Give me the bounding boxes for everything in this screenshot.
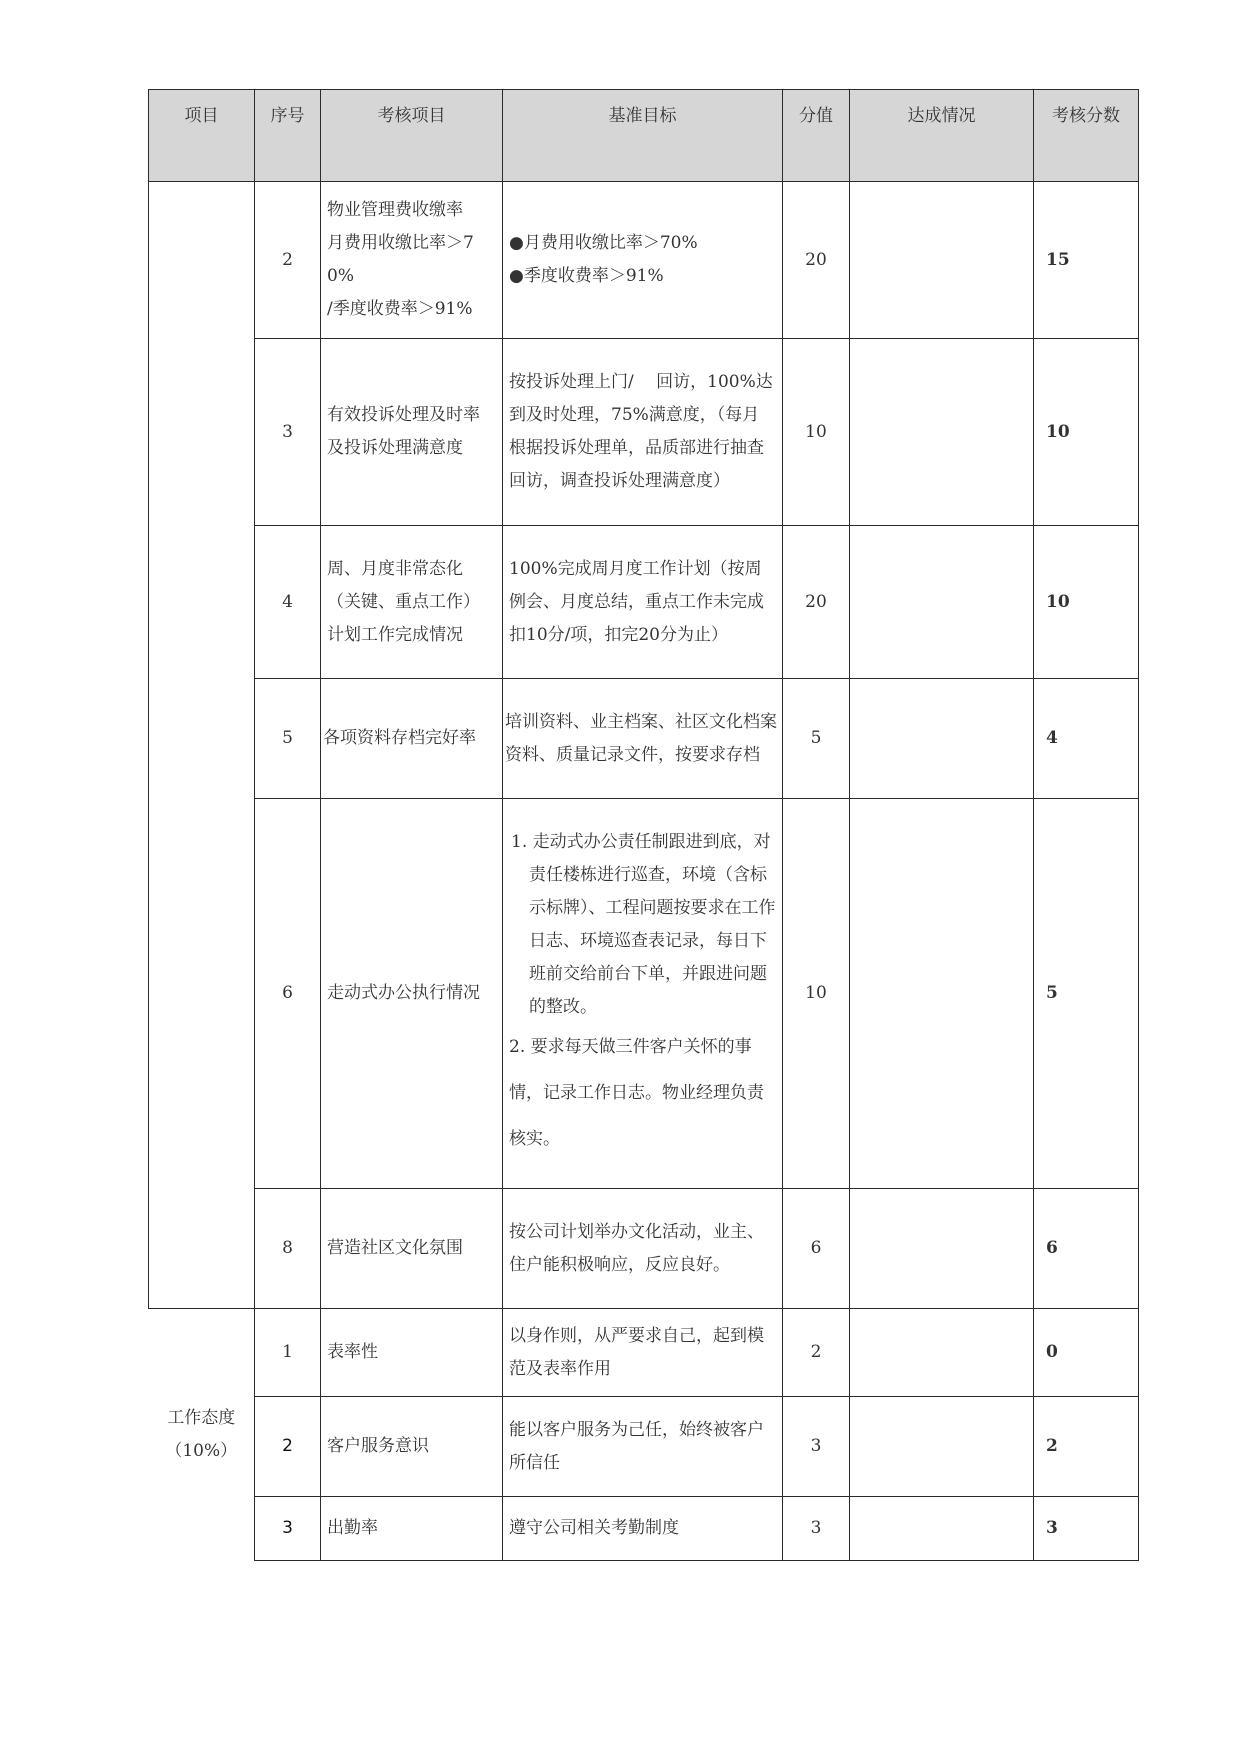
row-status: [850, 1189, 1034, 1309]
row-score: 10: [1034, 339, 1139, 526]
row-target: 100%完成周月度工作计划（按周例会、月度总结，重点工作未完成扣10分/项，扣完20分为止）: [503, 526, 783, 679]
attitude-weight: （10%）: [165, 1440, 238, 1461]
row-target: [503, 799, 783, 1189]
header-item: 考核项目: [321, 90, 503, 182]
row-seq: 5: [255, 679, 321, 799]
target-list-item-2: 2. 要求每天做三件客户关怀的事情，记录工作日志。物业经理负责核实。: [509, 1036, 764, 1149]
row-seq: 2: [255, 1397, 321, 1497]
header-status: 达成情况: [850, 90, 1034, 182]
header-target: 基准目标: [503, 90, 783, 182]
row-seq: 6: [255, 799, 321, 1189]
row-status: [850, 1497, 1034, 1561]
row-points: 20: [783, 526, 850, 679]
row-item: 有效投诉处理及时率及投诉处理满意度: [321, 339, 503, 526]
row-score: 6: [1034, 1189, 1139, 1309]
table-row: [149, 1189, 1139, 1309]
row-status: [850, 1309, 1034, 1397]
row-target: 按投诉处理上门/ 回访，100%达到及时处理，75%满意度，（每月根据投诉处理单，品质部进行抽查回访，调查投诉处理满意度）: [503, 339, 783, 526]
row-points: 2: [783, 1309, 850, 1397]
header-points: 分值: [783, 90, 850, 182]
row-points: 10: [783, 799, 850, 1189]
row-score: 10: [1034, 526, 1139, 679]
row-score: 5: [1034, 799, 1139, 1189]
row-score: 15: [1034, 182, 1139, 339]
item-line: 物业管理费收缴率: [327, 200, 463, 220]
table-row: [149, 1309, 1139, 1397]
header-score: 考核分数: [1034, 90, 1139, 182]
row-score: 4: [1034, 679, 1139, 799]
row-points: 6: [783, 1189, 850, 1309]
row-item: 各项资料存档完好率: [321, 679, 503, 799]
row-status: [850, 1397, 1034, 1497]
table-row: [149, 1397, 1139, 1497]
project-cell-attitude: [149, 1309, 255, 1561]
row-status: [850, 526, 1034, 679]
header-project: 项目: [149, 90, 255, 182]
row-target: 能以客户服务为己任，始终被客户所信任: [503, 1397, 783, 1497]
row-seq: 1: [255, 1309, 321, 1397]
row-target: 遵守公司相关考勤制度: [503, 1497, 783, 1561]
target-line: ●月费用收缴比率＞70%: [509, 233, 698, 253]
row-points: 3: [783, 1397, 850, 1497]
row-item: 走动式办公执行情况: [321, 799, 503, 1189]
row-item: 表率性: [321, 1309, 503, 1397]
table-row: [149, 339, 1139, 526]
row-seq: 2: [255, 182, 321, 339]
row-status: [850, 799, 1034, 1189]
item-line: 月费用收缴比率＞70%: [327, 233, 474, 286]
target-list-item-1: 1. 走动式办公责任制跟进到底，对责任楼栋进行巡查，环境（含标示标牌）、工程问题按要求在工作日志、环境巡查表记录，每日下班前交给前台下单，并跟进问题的整改。: [511, 831, 776, 1017]
table-row: [149, 1497, 1139, 1561]
row-score: 0: [1034, 1309, 1139, 1397]
row-item: [321, 182, 503, 339]
row-points: 10: [783, 339, 850, 526]
table-row: [149, 799, 1139, 1189]
project-cell-blank: [149, 182, 255, 1309]
row-score: 2: [1034, 1397, 1139, 1497]
row-target: [503, 182, 783, 339]
row-status: [850, 182, 1034, 339]
row-status: [850, 339, 1034, 526]
row-score: 3: [1034, 1497, 1139, 1561]
header-row: [149, 90, 1139, 182]
row-seq: 3: [255, 1497, 321, 1561]
row-points: 3: [783, 1497, 850, 1561]
row-points: 5: [783, 679, 850, 799]
table-row: [149, 526, 1139, 679]
table-row: [149, 679, 1139, 799]
attitude-label: 工作态度: [167, 1407, 236, 1428]
row-target: 以身作则，从严要求自己，起到模范及表率作用: [503, 1309, 783, 1397]
row-status: [850, 679, 1034, 799]
row-seq: 8: [255, 1189, 321, 1309]
assessment-table: [148, 89, 1139, 1561]
row-seq: 4: [255, 526, 321, 679]
row-seq: 3: [255, 339, 321, 526]
row-target: 培训资料、业主档案、社区文化档案资料、质量记录文件，按要求存档: [503, 679, 783, 799]
target-line: ●季度收费率＞91%: [509, 266, 664, 286]
row-item: 周、月度非常态化（关键、重点工作）计划工作完成情况: [321, 526, 503, 679]
item-line: /季度收费率＞91%: [327, 299, 473, 319]
row-target: 按公司计划举办文化活动，业主、住户能积极响应，反应良好。: [503, 1189, 783, 1309]
row-item: 客户服务意识: [321, 1397, 503, 1497]
row-points: 20: [783, 182, 850, 339]
header-seq: 序号: [255, 90, 321, 182]
table-row: [149, 182, 1139, 339]
row-item: 出勤率: [321, 1497, 503, 1561]
row-item: 营造社区文化氛围: [321, 1189, 503, 1309]
